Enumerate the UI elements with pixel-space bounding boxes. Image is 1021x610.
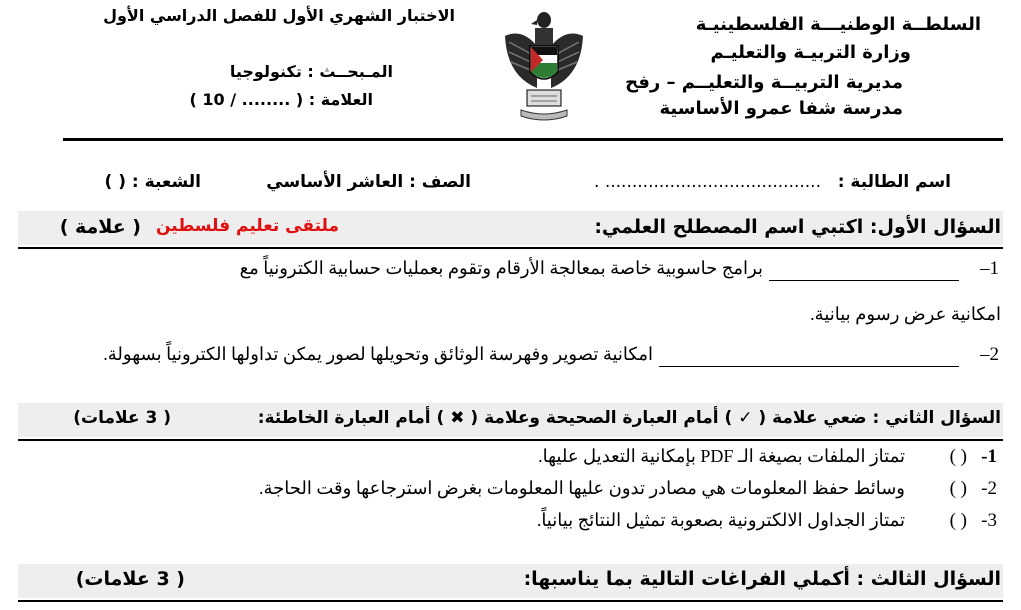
q1-item1-continuation: امكانية عرض رسوم بيانية.: [810, 304, 1001, 324]
q2-item2-answer-box[interactable]: ( ): [949, 478, 967, 499]
subject-label: المـبحــث : تكنولوجيا: [229, 62, 393, 81]
q1-item1-number: 1–: [980, 258, 999, 279]
q3-mark: ( 3 علامات): [75, 568, 185, 590]
q1-item2-number: 2–: [980, 344, 999, 365]
q2-mark: ( 3 علامات): [73, 408, 171, 428]
q2-divider: [18, 439, 1003, 441]
q2-item2-text: وسائط حفظ المعلومات هي مصادر تدون عليها المعلومات بغرض استرجاعها وقت الحاجة.: [258, 478, 905, 498]
grade-label: العلامة : ( ........ / 10 ): [189, 90, 373, 109]
q2-item1-number: 1-: [981, 446, 997, 467]
q1-mark: ( علامة ): [59, 216, 141, 238]
q3-title: السؤال الثالث : أكملي الفراغات التالية بما يناسبها:: [523, 568, 1001, 590]
q1-item1-text: برامج حاسوبية خاصة بمعالجة الأرقام وتقوم بعمليات حسابية الكترونياً مع: [239, 258, 763, 278]
q1-item2-answer-blank[interactable]: [659, 356, 959, 375]
class-label: الصف : العاشر الأساسي: [266, 172, 471, 192]
directorate-title: مديرية التربيــة والتعليــم – رفح: [625, 72, 903, 93]
authority-title: السلطــة الوطنيـــة الفلسطينيـة: [695, 14, 981, 35]
q2-item2-number: 2-: [981, 478, 997, 499]
student-name-label: اسم الطالبة :: [837, 172, 951, 192]
student-name-field[interactable]: ........................................ .: [594, 172, 821, 192]
exam-title: الاختبار الشهري الأول للفصل الدراسي الأول: [103, 6, 455, 25]
ministry-title: وزارة التربيـة والتعليـم: [710, 42, 911, 63]
q2-item1-answer-box[interactable]: ( ): [949, 446, 967, 467]
q1-title: السؤال الأول: اكتبي اسم المصطلح العلمي:: [594, 216, 1001, 238]
q1-item2-text: امكانية تصوير وفهرسة الوثائق وتحويلها لصور يمكن تداولها الكترونياً بسهولة.: [103, 344, 653, 364]
palestine-eagle-icon: [497, 6, 591, 126]
q2-item3-answer-box[interactable]: ( ): [949, 510, 967, 531]
q2-item3-text: تمتاز الجداول الالكترونية بصعوبة تمثيل النتائج بيانياً.: [536, 510, 905, 530]
q2-item1-text: تمتاز الملفات بصيغة الـ PDF بإمكانية التعديل عليها.: [538, 446, 905, 466]
school-name: مدرسة شفا عمرو الأساسية: [659, 98, 903, 119]
q2-title: السؤال الثاني : ضعي علامة ( ✓ ) أمام العبارة الصحيحة وعلامة ( ✖ ) أمام العبارة الخاطئة:: [257, 408, 1001, 428]
header-divider: [63, 138, 1003, 141]
q2-item3-number: 3-: [981, 510, 997, 531]
q1-divider: [18, 247, 1003, 249]
watermark-text: ملتقى تعليم فلسطين: [155, 216, 339, 236]
q3-divider: [18, 600, 1003, 602]
section-label: الشعبة : ( ): [104, 172, 201, 192]
q1-item1-answer-blank[interactable]: [769, 270, 959, 289]
